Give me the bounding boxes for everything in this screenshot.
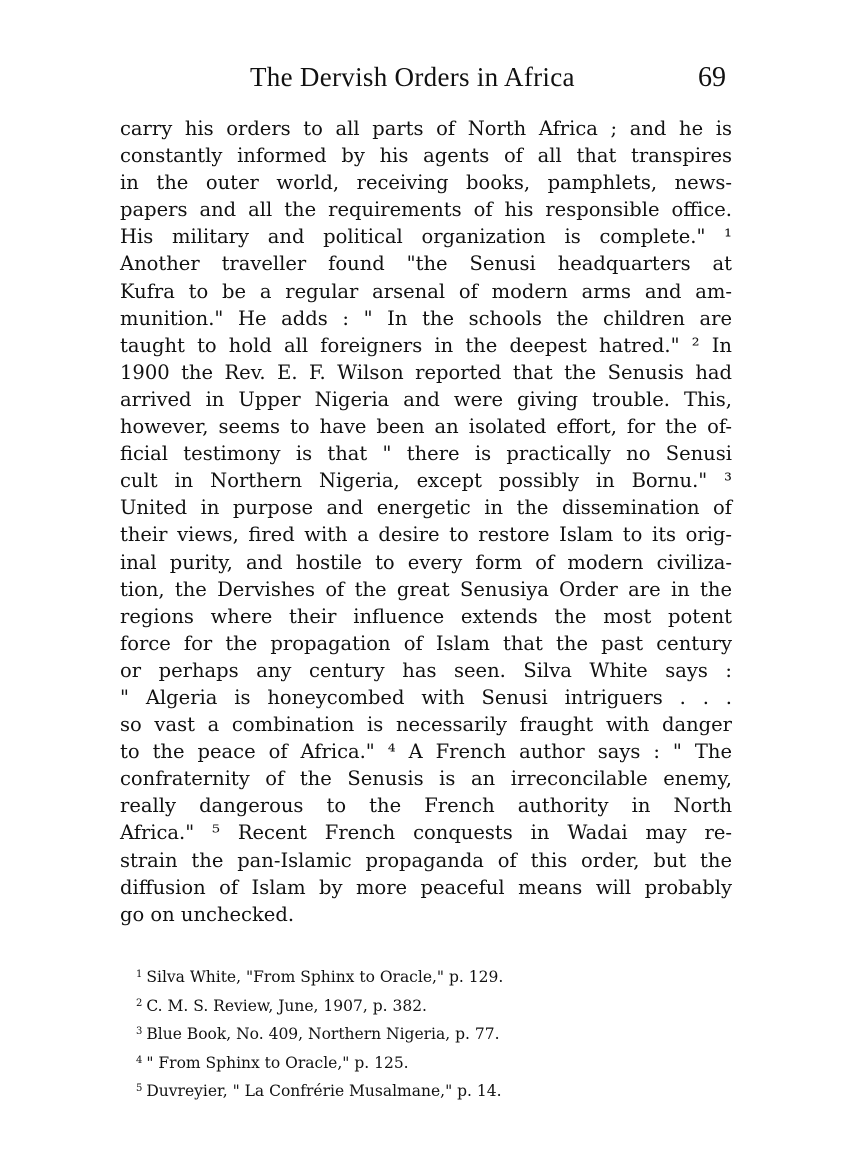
running-title: The Dervish Orders in Africa <box>250 62 575 92</box>
footnote-text: Duvreyier, " La Confrérie Musalmane," p. 14. <box>146 1082 502 1100</box>
body-line: in the outer world, receiving books, pamphlets, news- <box>120 171 732 195</box>
body-line: strain the pan-Islamic propaganda of this order, but the <box>120 848 732 872</box>
footnote-marker: 2 <box>136 997 143 1009</box>
body-line: taught to hold all foreigners in the deepest hatred." ² In <box>120 333 732 357</box>
body-text <box>120 115 732 928</box>
footnote-text: Blue Book, No. 409, Northern Nigeria, p. 77. <box>146 1025 500 1043</box>
footnote-text: " From Sphinx to Oracle," p. 125. <box>146 1053 409 1072</box>
body-line: Kufra to be a regular arsenal of modern arms and am- <box>120 279 732 303</box>
body-line: Another traveller found "the Senusi headquarters at <box>120 252 732 276</box>
body-line: Africa." ⁵ Recent French conquests in Wadai may re- <box>120 821 732 845</box>
body-line: their views, fired with a desire to restore Islam to its orig- <box>120 523 732 547</box>
body-line: force for the propagation of Islam that the past century <box>120 631 732 655</box>
footnote <box>136 1048 696 1077</box>
body-line: inal purity, and hostile to every form of modern civiliza- <box>120 550 732 574</box>
running-head <box>120 62 732 98</box>
body-line: United in purpose and energetic in the dissemination of <box>120 496 732 520</box>
body-line: His military and political organization is complete." ¹ <box>120 225 732 249</box>
footnote <box>136 962 696 991</box>
body-line: munition." He adds : " In the schools the children are <box>120 306 732 330</box>
body-line: constantly informed by his agents of all that transpires <box>120 144 732 168</box>
body-line: confraternity of the Senusis is an irreconcilable enemy, <box>120 767 732 791</box>
footnote <box>136 991 696 1020</box>
footnotes <box>136 962 696 1105</box>
footnote-text: Silva White, "From Sphinx to Oracle," p. 129. <box>146 968 504 986</box>
body-line: " Algeria is honeycombed with Senusi intriguers . . . <box>120 685 732 709</box>
body-line: really dangerous to the French authority in North <box>120 794 732 818</box>
body-line: so vast a combination is necessarily fraught with danger <box>120 713 732 737</box>
footnote-marker: 3 <box>136 1026 143 1037</box>
footnote-marker: 1 <box>136 969 143 980</box>
footnote-marker: 5 <box>136 1083 143 1094</box>
footnote <box>136 1019 696 1048</box>
footnote <box>136 1076 696 1105</box>
body-line: go on unchecked. <box>120 902 295 926</box>
body-line: ficial testimony is that " there is practically no Senusi <box>120 442 732 466</box>
body-line: cult in Northern Nigeria, except possibly in Bornu." ³ <box>120 469 732 493</box>
body-line: diffusion of Islam by more peaceful means will probably <box>120 875 732 899</box>
body-line: 1900 the Rev. E. F. Wilson reported that the Senusis had <box>120 360 732 384</box>
body-line: or perhaps any century has seen. Silva White says : <box>120 658 732 682</box>
body-line: tion, the Dervishes of the great Senusiya Order are in the <box>120 577 732 601</box>
body-line: to the peace of Africa." ⁴ A French author says : " The <box>120 740 732 764</box>
body-line: regions where their influence extends the most potent <box>120 604 732 628</box>
body-line: carry his orders to all parts of North Africa ; and he is <box>120 117 732 140</box>
page-number: 69 <box>698 62 726 93</box>
body-line: papers and all the requirements of his responsible office. <box>120 198 732 222</box>
footnote-text: C. M. S. Review, June, 1907, p. 382. <box>146 996 427 1015</box>
body-line: arrived in Upper Nigeria and were giving trouble. This, <box>120 387 732 411</box>
body-line: however, seems to have been an isolated effort, for the of- <box>120 415 732 439</box>
footnote-marker: 4 <box>136 1054 143 1066</box>
